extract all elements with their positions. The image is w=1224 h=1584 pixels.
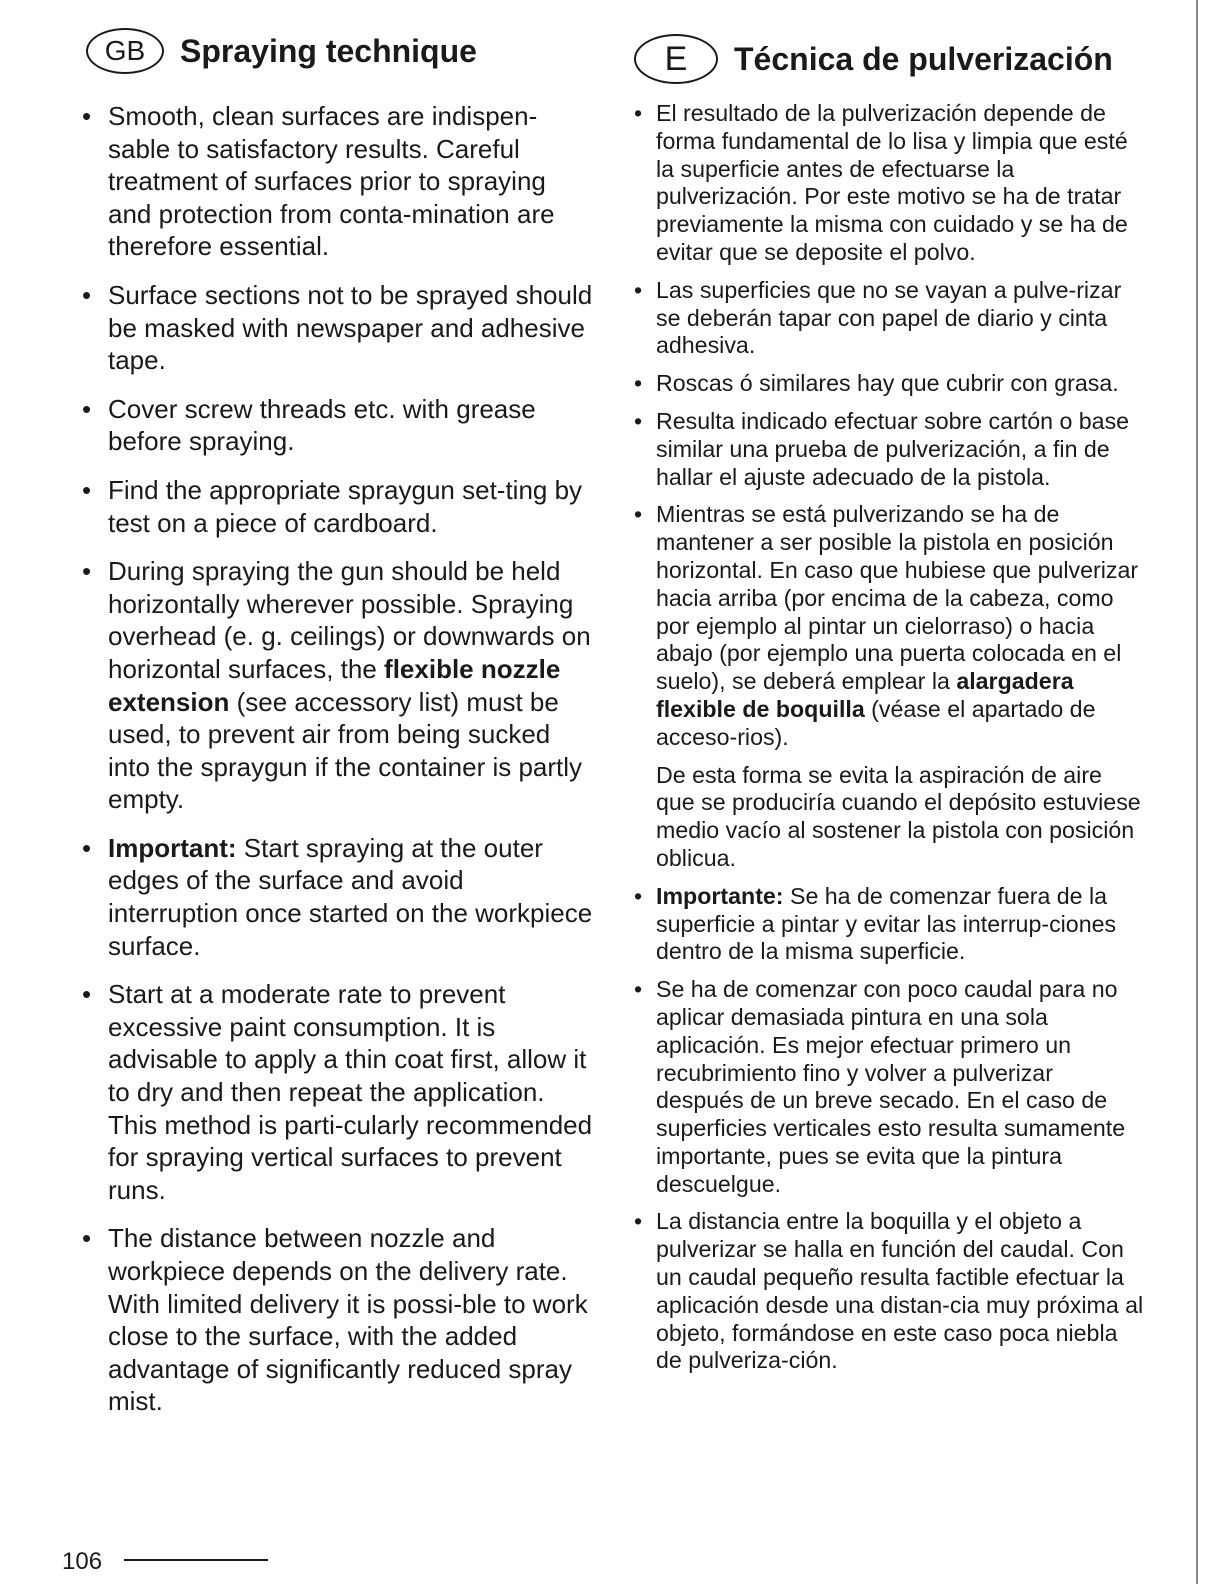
item-paragraph — [108, 1222, 593, 1418]
bullet-icon: • — [82, 979, 92, 1010]
item-text: The distance between nozzle and workpiece depends on the delivery rate. With limited delivery it is possi-ble to work close to the surface, with the added advantage of significantly reduced spray mist. — [108, 1223, 588, 1417]
list-item — [634, 882, 1146, 966]
item-text: Cover screw threads etc. with grease before spraying. — [108, 393, 536, 457]
item-paragraph — [656, 408, 1146, 491]
item-text: Find the appropriate spraygun set-ting by test on a piece of cardboard. — [108, 474, 583, 538]
list-item — [634, 276, 1146, 360]
item-paragraph — [108, 978, 593, 1206]
item-text: Smooth, clean surfaces are indispen-sable to satisfactory results. Careful treatment of surfaces prior to spraying and protection from conta-mination are therefore essential. — [108, 101, 555, 262]
list-item — [82, 393, 593, 458]
item-paragraph — [108, 100, 593, 263]
section-title: Spraying technique — [180, 32, 477, 69]
bullet-icon: • — [634, 276, 643, 303]
bullet-icon: • — [634, 407, 643, 434]
item-paragraph — [108, 474, 593, 539]
item-paragraph — [108, 555, 593, 816]
list-item — [634, 407, 1146, 491]
bullet-icon: • — [634, 1208, 643, 1235]
page-edge-line — [1196, 0, 1198, 1584]
footer-rule — [124, 1559, 268, 1561]
item-paragraph — [656, 1208, 1146, 1375]
language-badge-label: E — [664, 39, 688, 78]
bullet-icon: • — [82, 101, 92, 131]
section-title: Técnica de pulverización — [734, 40, 1113, 77]
list-item — [82, 474, 593, 539]
item-paragraph — [656, 100, 1146, 267]
item-paragraph — [656, 370, 1146, 398]
emphasis-text: alargadera flexible de boquilla — [656, 668, 1074, 722]
list-item — [634, 501, 1146, 872]
item-paragraph — [108, 832, 593, 962]
emphasis-text: Importante: — [656, 882, 784, 909]
bullet-icon: • — [82, 832, 92, 863]
list-item — [82, 555, 593, 816]
instruction-list-english — [82, 100, 593, 1434]
list-item — [82, 100, 593, 263]
language-badge-gb — [86, 28, 164, 74]
section-heading-english — [86, 28, 477, 74]
item-text: Surface sections not to be sprayed should be masked with newspaper and adhesive tape. — [108, 279, 593, 376]
item-text: Se ha de comenzar fuera de la superficie a pintar y evitar las interrup-ciones dentro de la misma superficie. — [656, 882, 1117, 965]
language-badge-label: GB — [104, 35, 146, 66]
item-text: Start spraying at the outer edges of the surface and avoid interruption once started on the workpiece surface. — [108, 832, 593, 961]
bullet-icon: • — [82, 1223, 92, 1254]
bullet-icon: • — [82, 556, 92, 587]
item-paragraph — [656, 277, 1146, 360]
item-text: Se ha de comenzar con poco caudal para no aplicar demasiada pintura en una sola aplicación. Es mejor efectuar primero un recubrimiento fino y volver a pulverizar después de un breve secado. En el caso de superficies verticales esto resulta sumamente importante, pues se evita que la pintura descuelgue. — [656, 976, 1126, 1197]
item-paragraph — [656, 501, 1146, 751]
item-text: La distancia entre la boquilla y el objeto a pulverizar se halla en función del caudal. Con un caudal pequeño resulta factible efectuar la aplicación desde una distan-cia muy próxima al objeto, formándose en este caso poca niebla de pulveriza-ción. — [656, 1208, 1144, 1374]
item-paragraph — [108, 393, 593, 458]
list-item — [82, 832, 593, 962]
bullet-icon: • — [82, 393, 92, 424]
list-item — [634, 100, 1146, 267]
instruction-list-spanish — [634, 100, 1146, 1385]
emphasis-text: flexible nozzle extension — [108, 653, 561, 717]
list-item — [82, 978, 593, 1206]
bullet-icon: • — [634, 100, 643, 126]
item-text: Roscas ó similares hay que cubrir con grasa. — [656, 370, 1119, 397]
item-text: Start at a moderate rate to prevent excessive paint consumption. It is advisable to apply a thin coat first, allow it to dry and then repeat the application. This method is parti-cularly recommended for spraying vertical surfaces to prevent runs. — [108, 979, 593, 1205]
item-paragraph — [108, 279, 593, 377]
bullet-icon: • — [82, 279, 92, 310]
item-text: Resulta indicado efectuar sobre cartón o base similar una prueba de pulverización, a fin de hallar el ajuste adecuado de la pistola. — [656, 407, 1130, 490]
emphasis-text: Important: — [108, 832, 237, 863]
list-item — [634, 976, 1146, 1198]
item-text: El resultado de la pulverización depende de forma fundamental de lo lisa y limpia que esté la superficie antes de efectuarse la pulverización. Por este motivo se ha de tratar previamente la misma con cuidado y se ha de evitar que se deposite el polvo. — [656, 100, 1128, 265]
page-number: 106 — [62, 1548, 103, 1575]
list-item — [82, 279, 593, 377]
item-text: De esta forma se evita la aspiración de aire que se produciría cuando el depósito estuviese medio vacío al sostener la pistola con posición oblicua. — [656, 761, 1141, 871]
list-item — [634, 370, 1146, 398]
item-paragraph — [656, 883, 1146, 966]
bullet-icon: • — [634, 882, 643, 909]
bullet-icon: • — [634, 501, 643, 528]
list-item — [82, 1222, 593, 1418]
list-item — [634, 1208, 1146, 1375]
language-badge-e — [634, 34, 718, 84]
item-paragraph — [656, 762, 1146, 873]
section-heading-spanish — [634, 34, 1113, 84]
bullet-icon: • — [82, 474, 92, 505]
item-paragraph — [656, 976, 1146, 1198]
item-text: (véase el apartado de acceso-rios). — [656, 695, 1096, 750]
bullet-icon: • — [634, 976, 643, 1003]
item-text: During spraying the gun should be held horizontally wherever possible. Spraying overhead (e. g. ceilings) or downwards on horizontal surfaces, the — [108, 556, 591, 684]
bullet-icon: • — [634, 370, 643, 397]
item-text: Mientras se está pulverizando se ha de mantener a ser posible la pistola en posición horizontal. En caso que hubiese que pulverizar hacia arriba (por encima de la cabeza, como por ejemplo al pintar un cielorraso) o hacia abajo (por ejemplo una puerta colocada en el suelo), se deberá emplear la — [656, 501, 1139, 695]
item-text: Las superficies que no se vayan a pulve-rizar se deberán tapar con papel de diario y cinta adhesiva. — [656, 276, 1122, 359]
item-text: (see accessory list) must be used, to prevent air from being sucked into the spraygun if the container is partly empty. — [108, 686, 583, 815]
